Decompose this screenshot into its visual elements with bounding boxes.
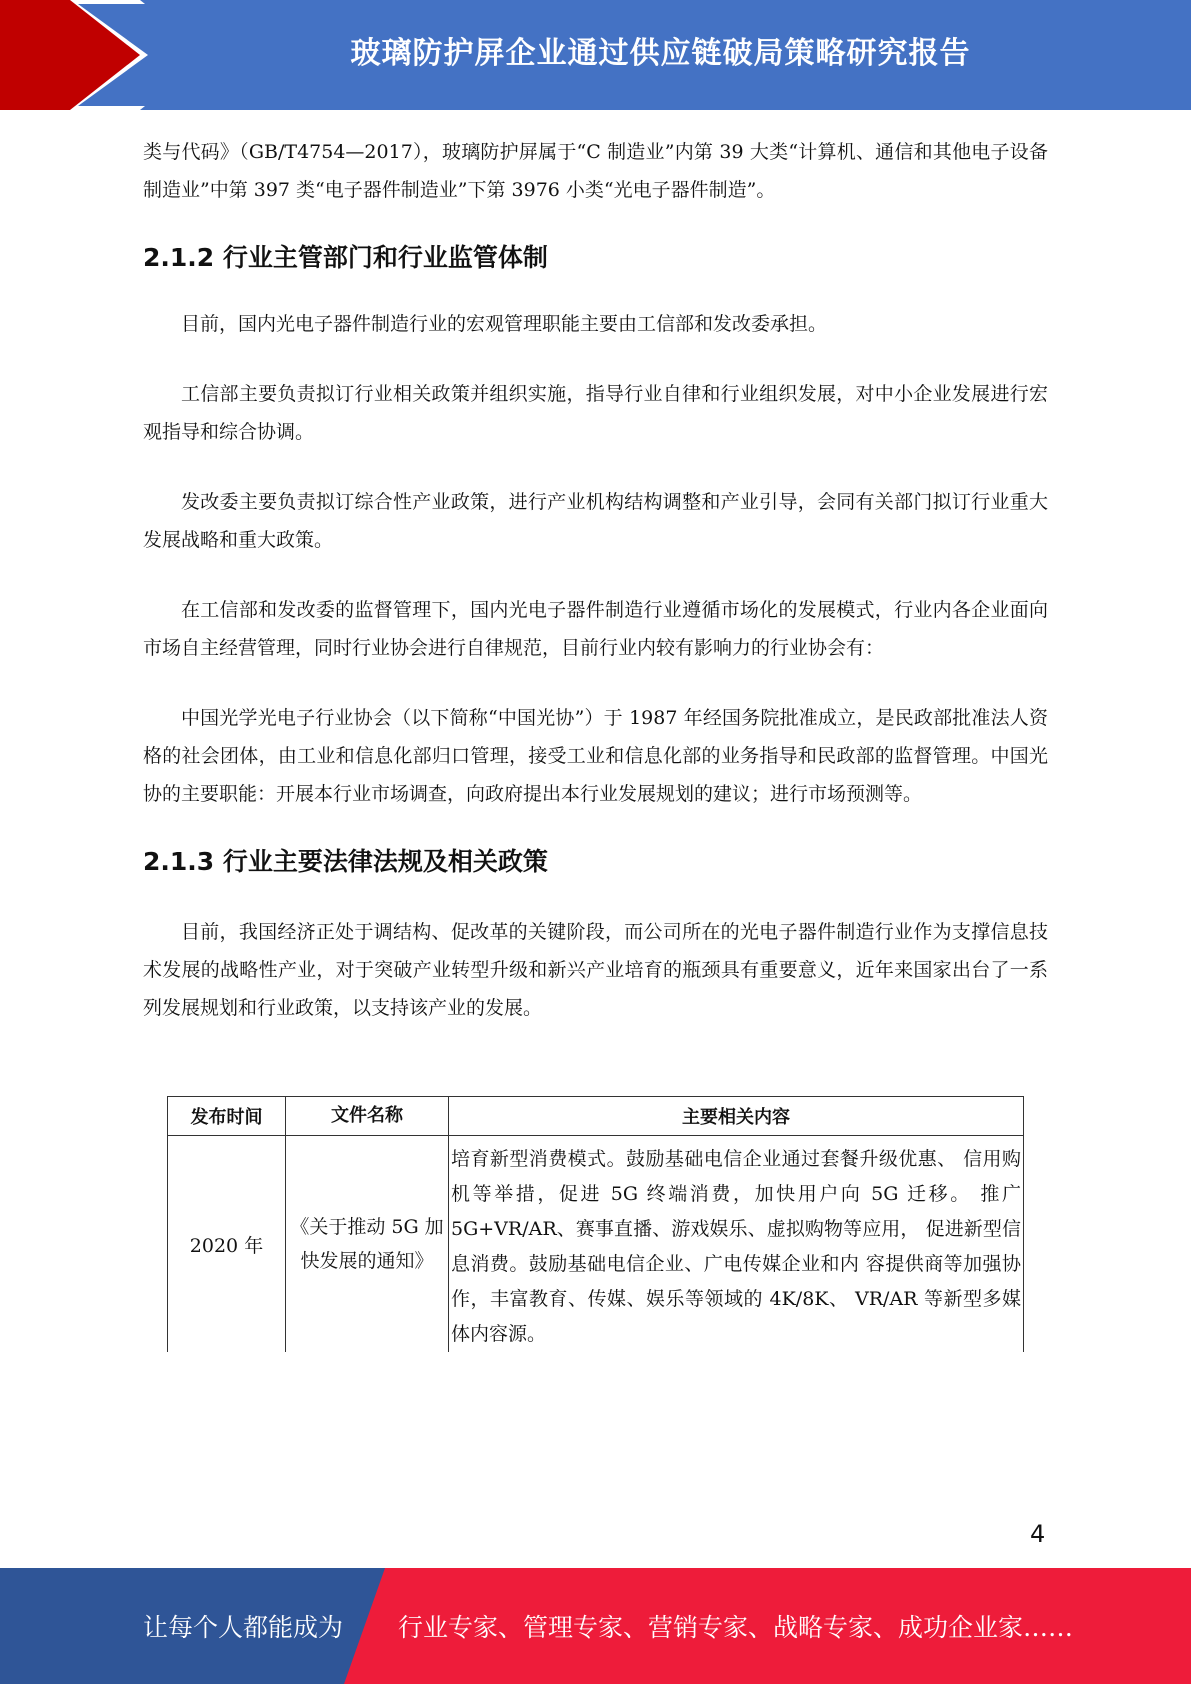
page-footer bbox=[0, 1568, 1191, 1684]
header-title: 玻璃防护屏企业通过供应链破局策略研究报告 bbox=[350, 36, 971, 71]
footer-slogan-right: 行业专家、管理专家、营销专家、战略专家、成功企业家…… bbox=[398, 1613, 1074, 1642]
section-heading-2-1-3: 2.1.3 行业主要法律法规及相关政策 bbox=[143, 847, 548, 876]
paragraph-intro: 类与代码》（GB/T4754—2017），玻璃防护屏属于“C 制造业”内第 39 大类“计算机、通信和其他电子设备制造业”中第 397 类“电子器件制造业”下第 3976 小类“光电子器件制造”。 bbox=[143, 141, 1048, 201]
cell-date: 2020 年 bbox=[168, 1136, 286, 1353]
cell-content: 培育新型消费模式。鼓励基础电信企业通过套餐升级优惠、 信用购机等举措，促进 5G 终端消费，加快用户向 5G 迁移。 推广 5G+VR/AR、赛事直播、游戏娱乐、虚拟购物等应用， 促进新型信息消费。鼓励基础电信企业、广电传媒企业和内 容提供商等加强协作，丰富教育、传媒、娱乐等领域的 4K/8K、 VR/AR 等新型多媒体内容源。 bbox=[449, 1136, 1024, 1353]
paragraph-6: 目前，我国经济正处于调结构、促改革的关键阶段，而公司所在的光电子器件制造行业作为支撑信息技术发展的战略性产业，对于突破产业转型升级和新兴产业培育的瓶颈具有重要意义，近年来国家出台了一系列发展规划和行业政策，以支持该产业的发展。 bbox=[143, 921, 1048, 1019]
paragraph-2: 工信部主要负责拟订行业相关政策并组织实施，指导行业自律和行业组织发展，对中小企业发展进行宏观指导和综合协调。 bbox=[143, 383, 1048, 443]
cell-document-name: 《关于推动 5G 加快发展的通知》 bbox=[286, 1136, 449, 1353]
table-header-row bbox=[168, 1097, 1024, 1136]
paragraph-5: 中国光学光电子行业协会（以下简称“中国光协”）于 1987 年经国务院批准成立，是民政部批准法人资格的社会团体，由工业和信息化部归口管理，接受工业和信息化部的业务指导和民政部的监督管理。中国光协的主要职能：开展本行业市场调查，向政府提出本行业发展规划的建议；进行市场预测等。 bbox=[143, 707, 1048, 805]
page-number: 4 bbox=[1030, 1520, 1046, 1548]
table-row bbox=[168, 1136, 1024, 1353]
paragraph-4: 在工信部和发改委的监督管理下，国内光电子器件制造行业遵循市场化的发展模式，行业内各企业面向市场自主经营管理，同时行业协会进行自律规范，目前行业内较有影响力的行业协会有： bbox=[143, 599, 1048, 659]
column-header-content: 主要相关内容 bbox=[449, 1097, 1024, 1136]
section-heading-2-1-2: 2.1.2 行业主管部门和行业监管体制 bbox=[143, 243, 548, 272]
page-header bbox=[0, 0, 1191, 110]
column-header-date: 发布时间 bbox=[168, 1097, 286, 1136]
paragraph-1: 目前，国内光电子器件制造行业的宏观管理职能主要由工信部和发改委承担。 bbox=[181, 313, 828, 335]
paragraph-3: 发改委主要负责拟订综合性产业政策，进行产业机构结构调整和产业引导，会同有关部门拟订行业重大发展战略和重大政策。 bbox=[143, 491, 1048, 551]
footer-slogan-left: 让每个人都能成为 bbox=[143, 1613, 344, 1642]
document-body bbox=[143, 133, 1048, 1027]
policy-table bbox=[167, 1096, 1024, 1352]
column-header-document: 文件名称 bbox=[286, 1097, 449, 1136]
